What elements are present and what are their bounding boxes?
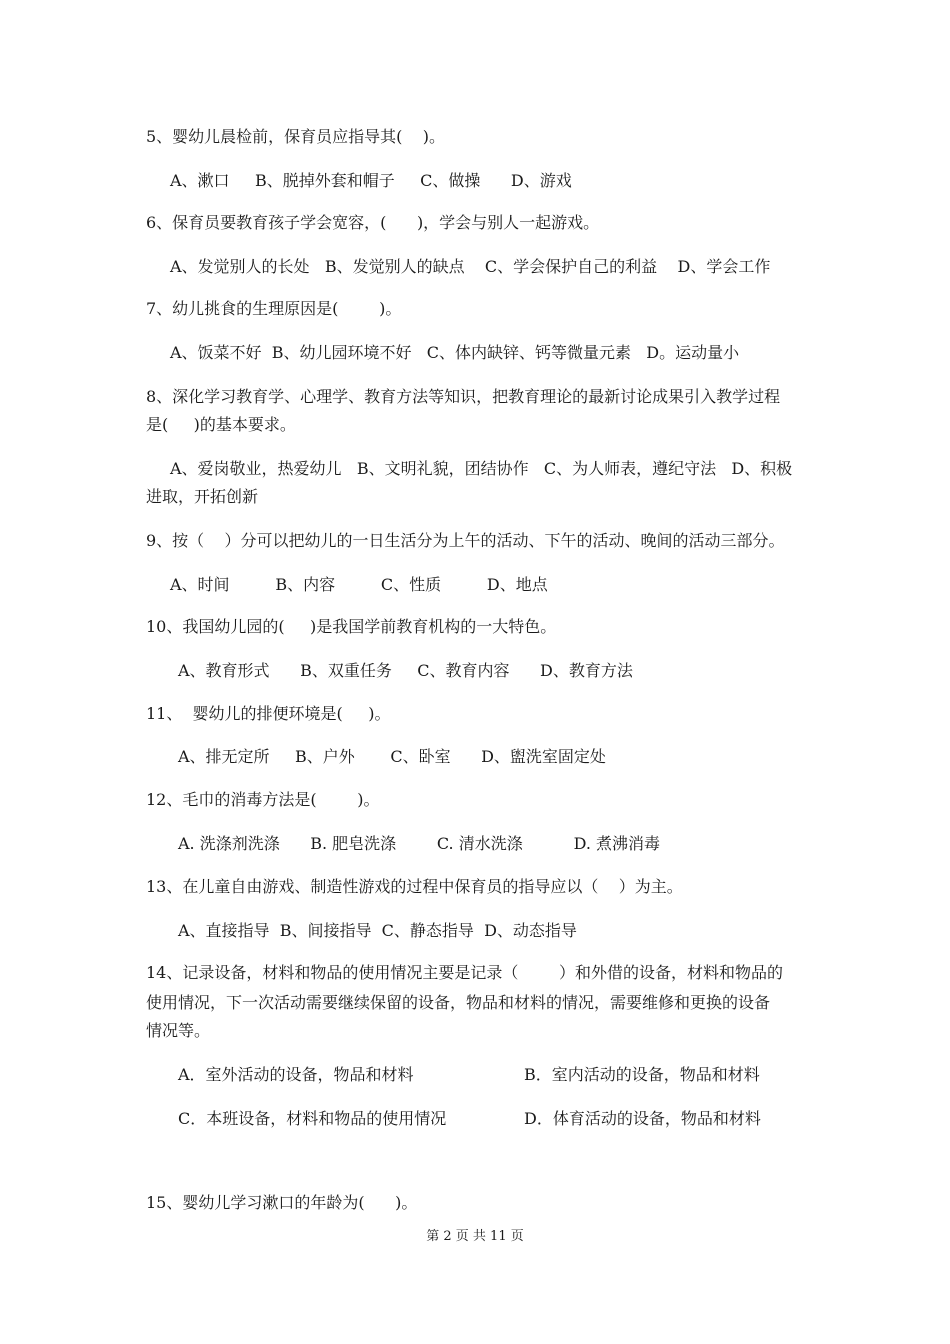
q8-options-line2: 进取，开拓创新: [146, 487, 259, 506]
q14-option-d: D．体育活动的设备，物品和材料: [524, 1109, 761, 1128]
q14-stem-line1: 14、记录设备，材料和物品的使用情况主要是记录（ ）和外借的设备，材料和物品的: [146, 963, 784, 982]
q13-stem: 13、在儿童自由游戏、制造性游戏的过程中保育员的指导应以（ ）为主。: [146, 877, 683, 896]
q12-stem: 12、毛巾的消毒方法是( )。: [146, 790, 380, 809]
q9-stem: 9、按（ ）分可以把幼儿的一日生活分为上午的活动、下午的活动、晚间的活动三部分。: [146, 531, 785, 550]
q14-option-a: A．室外活动的设备，物品和材料: [178, 1065, 414, 1084]
page-number: 第 2 页 共 11 页: [426, 1229, 524, 1244]
q12-options: A. 洗涤剂洗涤 B. 肥皂洗涤 C. 清水洗涤 D. 煮沸消毒: [178, 834, 660, 853]
q13-options: A、直接指导 B、间接指导 C、静态指导 D、动态指导: [178, 921, 577, 940]
q11-stem: 11、 婴幼儿的排便环境是( )。: [146, 704, 391, 723]
q5-stem: 5、婴幼儿晨检前，保育员应指导其( )。: [146, 127, 446, 146]
q8-stem-line1: 8、深化学习教育学、心理学、教育方法等知识，把教育理论的最新讨论成果引入教学过程: [146, 387, 781, 406]
q9-options: A、时间 B、内容 C、性质 D、地点: [170, 575, 548, 594]
q14-option-b: B．室内活动的设备，物品和材料: [524, 1065, 760, 1084]
q6-options: A、发觉别人的长处 B、发觉别人的缺点 C、学会保护自己的利益 D、学会工作: [170, 257, 771, 276]
q14-stem-line2: 使用情况，下一次活动需要继续保留的设备，物品和材料的情况，需要维修和更换的设备: [146, 993, 771, 1012]
q5-options: A、漱口 B、脱掉外套和帽子 C、做操 D、游戏: [170, 171, 572, 190]
q10-options: A、教育形式 B、双重任务 C、教育内容 D、教育方法: [178, 661, 633, 680]
q14-stem-line3: 情况等。: [146, 1021, 211, 1040]
q7-stem: 7、幼儿挑食的生理原因是( )。: [146, 299, 402, 318]
q8-stem-line2: 是( )的基本要求。: [146, 415, 296, 434]
q10-stem: 10、我国幼儿园的( )是我国学前教育机构的一大特色。: [146, 617, 557, 636]
q11-options: A、排无定所 B、户外 C、卧室 D、盥洗室固定处: [178, 747, 606, 766]
q8-options-line1: A、爱岗敬业，热爱幼儿 B、文明礼貌，团结协作 C、为人师表，遵纪守法 D、积极: [170, 459, 793, 478]
q15-stem: 15、婴幼儿学习漱口的年龄为( )。: [146, 1193, 418, 1212]
q7-options: A、饭菜不好 B、幼儿园环境不好 C、体内缺锌、钙等微量元素 D。运动量小: [170, 343, 740, 362]
q6-stem: 6、保育员要教育孩子学会宽容，( )，学会与别人一起游戏。: [146, 213, 600, 232]
q14-option-c: C．本班设备，材料和物品的使用情况: [178, 1109, 447, 1128]
